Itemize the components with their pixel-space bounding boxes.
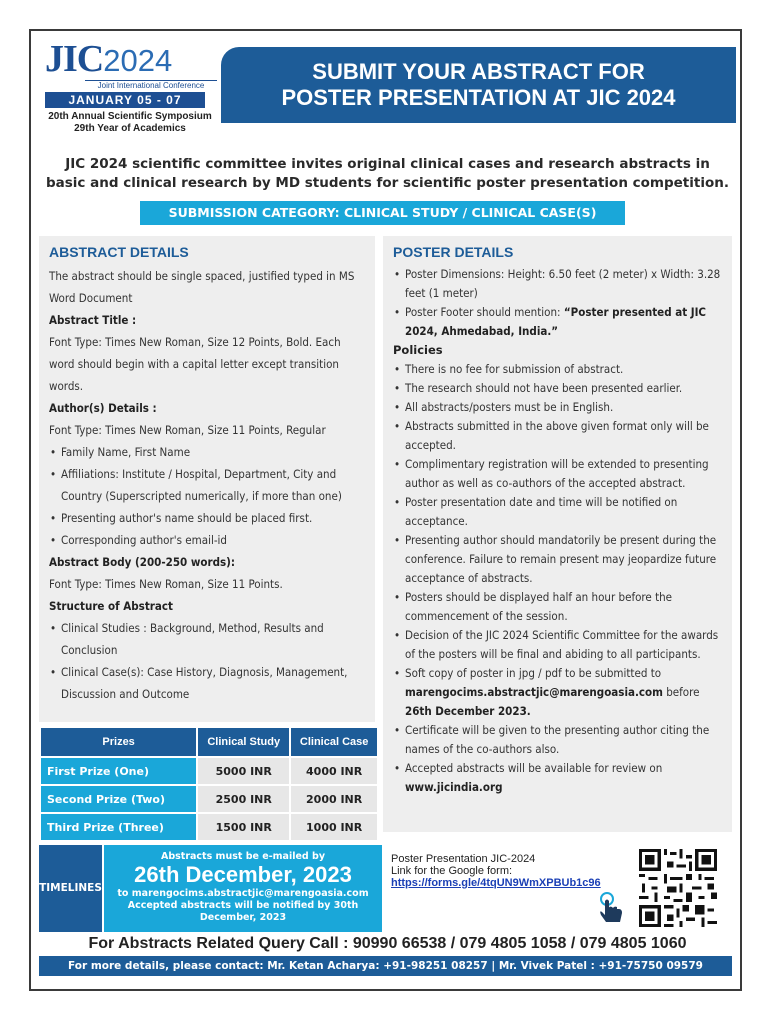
poster-link-block <box>391 853 646 889</box>
list-item: • Posters should be displayed half an hour before the commencement of the session. <box>393 588 722 626</box>
structure-heading: Structure of Abstract <box>49 599 173 613</box>
contact-bar: For more details, please contact: Mr. Ketan Acharya: +91-98251 08257 | Mr. Vivek Patel : +91-75750 09579 <box>39 956 732 976</box>
review-prefix: Accepted abstracts will be available for review on <box>405 761 663 775</box>
qr-code-icon[interactable] <box>639 849 717 927</box>
logo-name: JIC <box>45 38 104 80</box>
table-row <box>41 814 377 840</box>
conference-dates: JANUARY 05 - 07 <box>45 92 205 108</box>
softcopy-before: before <box>666 685 700 699</box>
symposium-info <box>45 111 215 135</box>
prize-value: 5000 INR <box>198 758 289 784</box>
column-header: Prizes <box>41 728 196 756</box>
column-header: Clinical Case <box>291 728 377 756</box>
list-item: • Presenting author should mandatorily be present during the conference. Failure to remain present may jeopardize future acceptance of abstracts. <box>393 531 722 588</box>
banner-line-2: POSTER PRESENTATION AT JIC 2024 <box>281 85 676 110</box>
google-form-link[interactable]: https://forms.gle/4tqUN9WmXPBUb1c96 <box>391 877 601 889</box>
list-item: • Clinical Studies : Background, Method, Results and Conclusion <box>49 617 367 661</box>
abstract-intro: The abstract should be single spaced, justified typed in MS Word Document <box>49 269 355 305</box>
submission-category: SUBMISSION CATEGORY: CLINICAL STUDY / CLINICAL CASE(S) <box>140 201 625 225</box>
footer-prefix: Poster Footer should mention: <box>405 305 561 319</box>
authors-heading: Author(s) Details : <box>49 401 157 415</box>
jic-logo <box>45 38 215 135</box>
query-contact-line: For Abstracts Related Query Call : 90990 66538 / 079 4805 1058 / 079 4805 1060 <box>88 935 687 952</box>
list-item: • Abstracts submitted in the above given format only will be accepted. <box>393 417 722 455</box>
list-item: • Complimentary registration will be extended to presenting author as well as co-authors of the accepted abstract. <box>393 455 722 493</box>
prize-value: 2500 INR <box>198 786 289 812</box>
poster-details-heading: POSTER DETAILS <box>393 244 514 260</box>
list-item: • Certificate will be given to the presenting author citing the names of the co-authors also. <box>393 721 722 759</box>
title-banner <box>221 47 736 123</box>
prize-value: 1500 INR <box>198 814 289 840</box>
table-header-row <box>41 728 377 756</box>
timelines-line-1: Abstracts must be e-mailed by <box>160 851 326 862</box>
academics-line: 29th Year of Academics <box>74 123 186 134</box>
list-item: • Poster presentation date and time will be notified on acceptance. <box>393 493 722 531</box>
list-item: • Affiliations: Institute / Hospital, Department, City and Country (Superscripted numerically, if more than one) <box>49 463 367 507</box>
prizes-table <box>39 726 379 842</box>
timelines-label: TIMELINES <box>39 845 102 932</box>
pointing-hand-icon <box>593 891 629 927</box>
list-item: • Decision of the JIC 2024 Scientific Committee for the awards of the posters will be final and abiding to all participants. <box>393 626 722 664</box>
prize-label: Second Prize (Two) <box>41 786 196 812</box>
poster-link-label: Link for the Google form: <box>391 865 513 877</box>
table-row <box>41 786 377 812</box>
prize-label: Third Prize (Three) <box>41 814 196 840</box>
list-item <box>393 759 722 797</box>
footer-quote: “Poster presented at JIC 2024, Ahmedabad, India.” <box>405 305 707 338</box>
list-item: • Poster Dimensions: Height: 6.50 feet (2 meter) x Width: 3.28 feet (1 meter) <box>393 265 722 303</box>
symposium-line: 20th Annual Scientific Symposium <box>48 111 212 122</box>
authors-text: Font Type: Times New Roman, Size 11 Points, Regular <box>49 423 326 437</box>
timelines-box <box>104 845 382 932</box>
column-header: Clinical Study <box>198 728 289 756</box>
timelines-email: to marengocims.abstractjic@marengoasia.com <box>117 888 369 899</box>
abstract-details-section <box>39 236 375 722</box>
list-item <box>393 664 722 721</box>
prize-value: 4000 INR <box>291 758 377 784</box>
prize-label: First Prize (One) <box>41 758 196 784</box>
abstract-title-text: Font Type: Times New Roman, Size 12 Points, Bold. Each word should begin with a capital letter except transition words. <box>49 335 341 393</box>
policies-list <box>393 360 722 797</box>
abstract-title-heading: Abstract Title : <box>49 313 137 327</box>
abstract-details-heading: ABSTRACT DETAILS <box>49 244 189 260</box>
abstract-body-heading: Abstract Body (200-250 words): <box>49 555 236 569</box>
banner-line-1: SUBMIT YOUR ABSTRACT FOR <box>312 59 645 84</box>
timelines-notify: Accepted abstracts will be notified by 30th December, 2023 <box>127 900 359 923</box>
list-item: • Presenting author's name should be placed first. <box>49 507 367 529</box>
authors-list <box>49 441 367 551</box>
poster-link-title: Poster Presentation JIC-2024 <box>391 853 536 865</box>
list-item: • All abstracts/posters must be in English. <box>393 398 722 417</box>
list-item: • Clinical Case(s): Case History, Diagnosis, Management, Discussion and Outcome <box>49 661 367 705</box>
list-item <box>393 303 722 341</box>
list-item: • There is no fee for submission of abstract. <box>393 360 722 379</box>
abstract-body-text: Font Type: Times New Roman, Size 11 Points. <box>49 577 283 591</box>
timelines-deadline: 26th December, 2023 <box>134 862 352 887</box>
poster-details-section <box>383 236 732 832</box>
softcopy-prefix: Soft copy of poster in jpg / pdf to be submitted to <box>405 666 662 680</box>
list-item: • The research should not have been presented earlier. <box>393 379 722 398</box>
prize-value: 1000 INR <box>291 814 377 840</box>
intro-text: JIC 2024 scientific committee invites original clinical cases and research abstracts in basic and clinical research by MD students for scientific poster presentation competition. <box>46 156 729 191</box>
softcopy-email[interactable]: marengocims.abstractjic@marengoasia.com <box>405 685 663 699</box>
logo-year: 2024 <box>103 43 173 78</box>
list-item: • Family Name, First Name <box>49 441 367 463</box>
list-item: • Corresponding author's email-id <box>49 529 367 551</box>
policies-heading: Policies <box>393 343 443 357</box>
poster-frame <box>29 29 742 991</box>
softcopy-date: 26th December 2023. <box>405 704 531 718</box>
structure-list <box>49 617 367 705</box>
poster-spec-list <box>393 265 722 341</box>
logo-subtitle: Joint International Conference <box>85 80 217 90</box>
review-url[interactable]: www.jicindia.org <box>405 780 503 794</box>
prize-value: 2000 INR <box>291 786 377 812</box>
table-row <box>41 758 377 784</box>
